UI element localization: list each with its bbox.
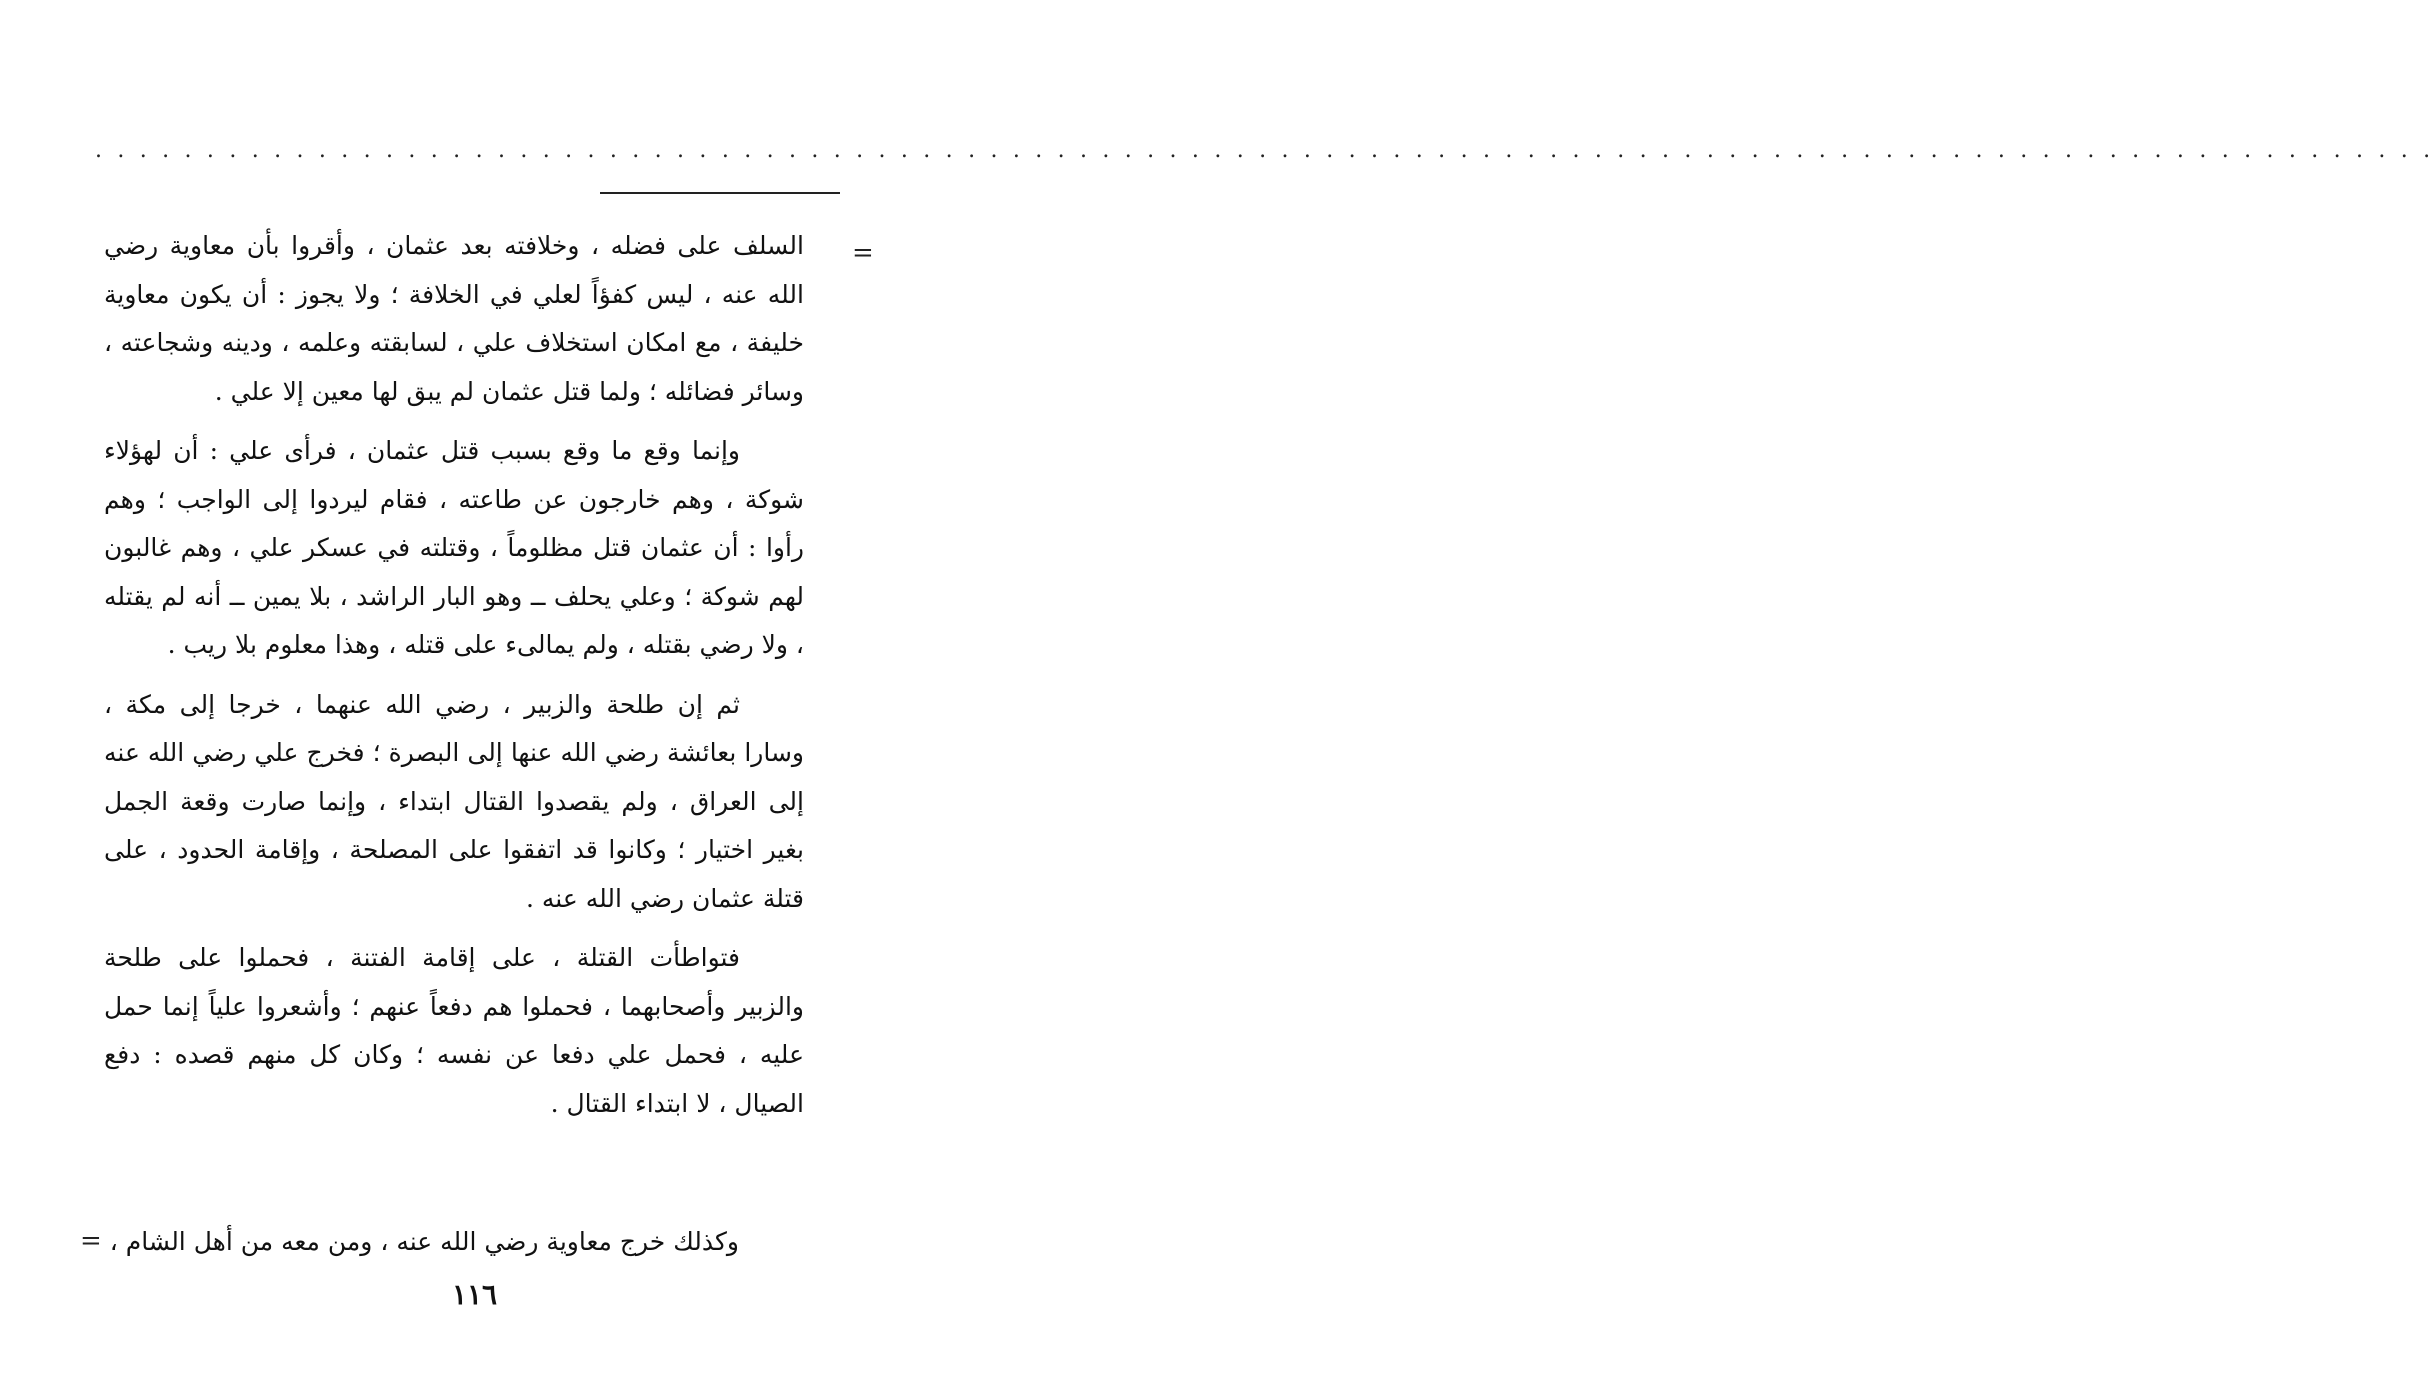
paragraph-1: السلف على فضله ، وخلافته بعد عثمان ، وأقروا بأن معاوية رضي الله عنه ، ليس كفؤاً لعلي في الخلافة ؛ ولا يجوز : أن يكون معاوية خليفة ، مع امكان استخلاف علي ، لسابقته وعلمه ، ودينه وشجاعته ، وسائر فضائله ؛ ولما قتل عثمان لم يبق لها معين إلا علي . bbox=[104, 231, 804, 406]
footnote-rule bbox=[600, 192, 840, 194]
continuation-marker-bottom: = bbox=[80, 1226, 102, 1256]
paragraph-3: ثم إن طلحة والزبير ، رضي الله عنهما ، خرجا إلى مكة ، وسارا بعائشة رضي الله عنها إلى البصرة ؛ فخرج علي رضي الله عنه إلى العراق ، ولم يقصدوا القتال ابتداء ، وإنما صارت وقعة الجمل بغير اختيار ؛ وكانوا قد اتفقوا على المصلحة ، وإقامة الحدود ، على قتلة عثمان رضي الله عنه . bbox=[104, 689, 804, 913]
footnote-dotted-separator: . . . . . . . . . . . . . . . . . . . . . . . . . . . . . . . . . . . . . . . . . . . . . . . . . . . . . . . . . . . . . . . . . . . . . . . . . . . . . . . . . . . . . . . . . . . . . . . . . . . . . . . . . bbox=[95, 138, 2434, 163]
footnote-body bbox=[104, 222, 804, 1139]
continued-paragraph-line: وكذلك خرج معاوية رضي الله عنه ، ومن معه من أهل الشام ، bbox=[109, 1227, 739, 1256]
paragraph-4: فتواطأت القتلة ، على إقامة الفتنة ، فحملوا على طلحة والزبير وأصحابهما ، فحملوا هم دفعاً عنهم ؛ وأشعروا علياً إنما حمل عليه ، فحمل علي دفعا عن نفسه ؛ وكان كل منهم قصده : دفع الصيال ، لا ابتداء القتال . bbox=[104, 943, 804, 1118]
page-number: ١١٦ bbox=[451, 1278, 498, 1311]
continuation-marker-top: = bbox=[852, 238, 874, 268]
paragraph-2: وإنما وقع ما وقع بسبب قتل عثمان ، فرأى علي : أن لهؤلاء شوكة ، وهم خارجون عن طاعته ، فقام ليردوا إلى الواجب ؛ وهم رأوا : أن عثمان قتل مظلوماً ، وقتلته في عسكر علي ، وهم غالبون لهم شوكة ؛ وعلي يحلف ــ وهو البار الراشد ، بلا يمين ــ أنه لم يقتله ، ولا رضي بقتله ، ولم يمالىء على قتله ، وهذا معلوم بلا ريب . bbox=[104, 436, 805, 659]
